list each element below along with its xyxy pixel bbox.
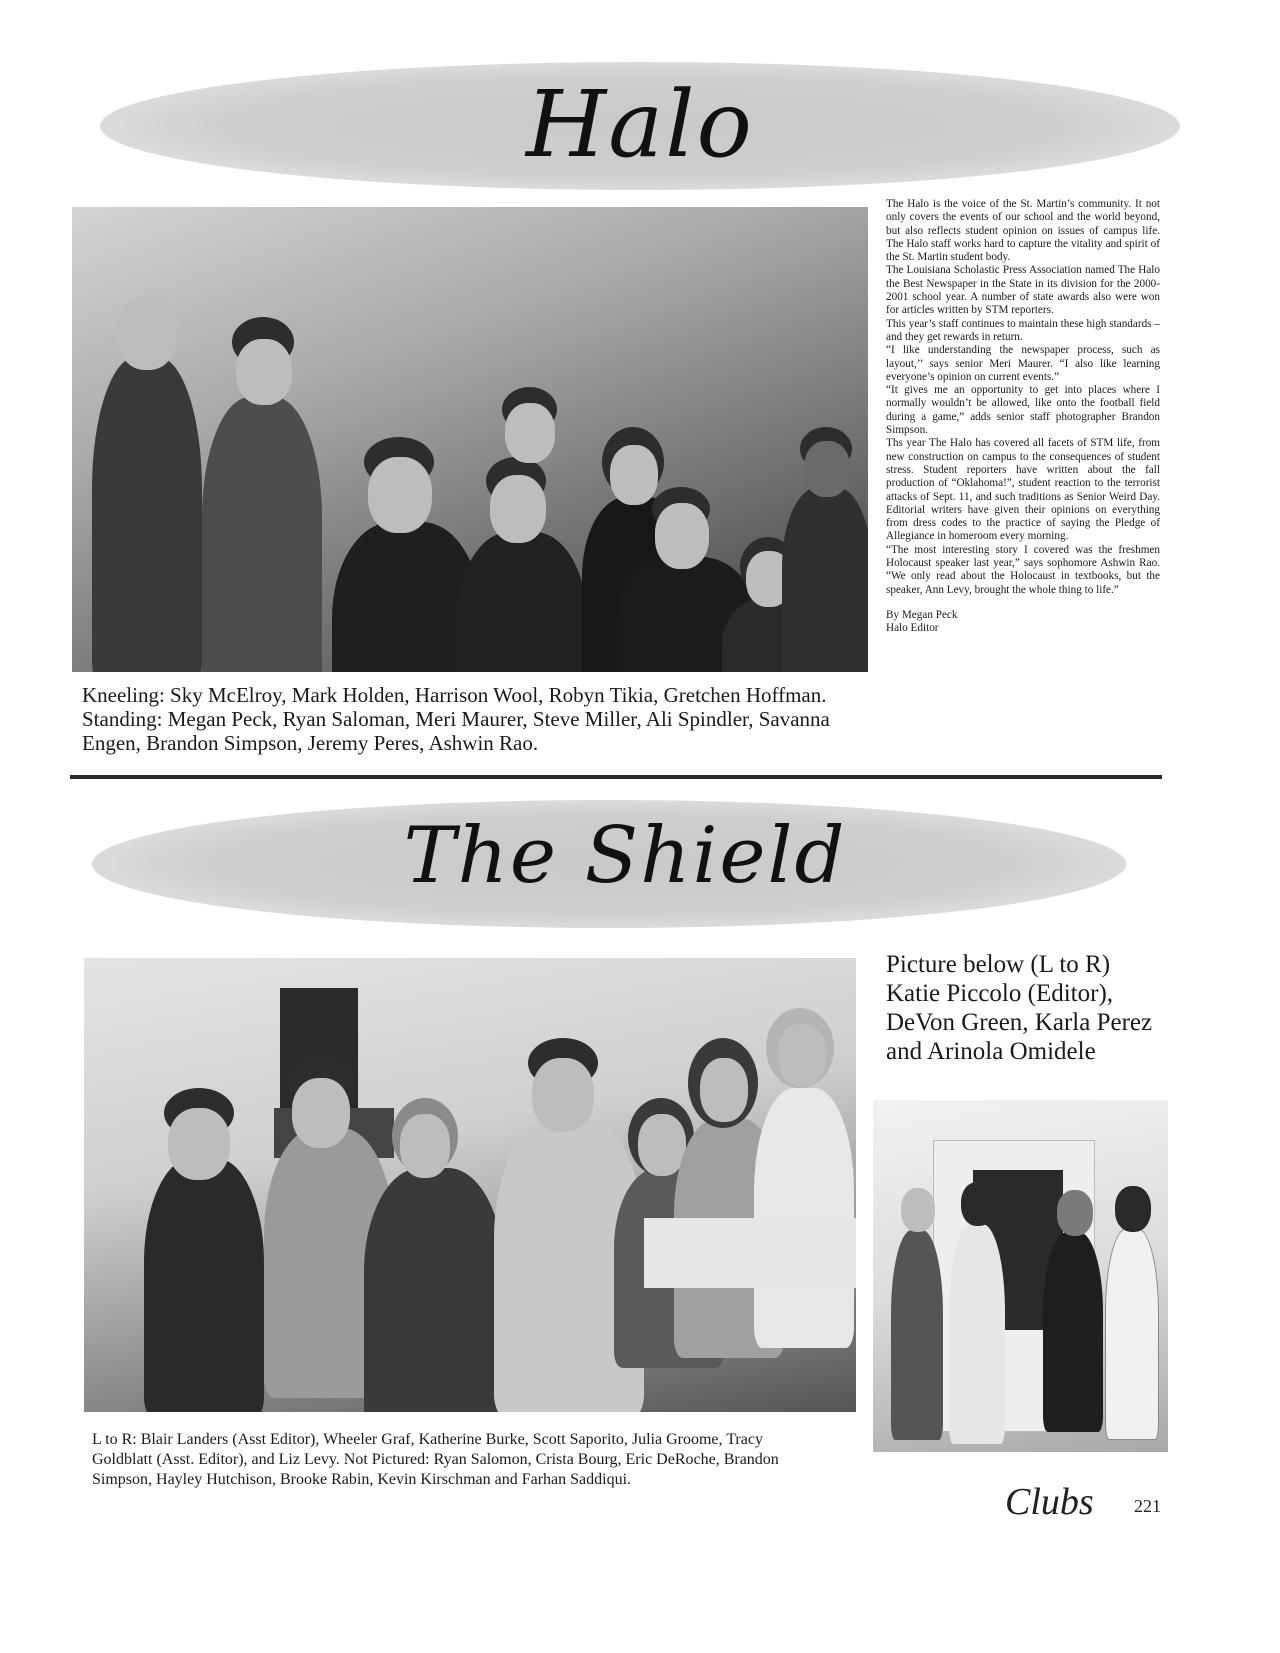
section-name: Clubs (1005, 1481, 1094, 1523)
shield-editors-photo (873, 1100, 1168, 1452)
caption-line: Goldblatt (Asst. Editor), and Liz Levy. Not Pictured: Ryan Salomon, Crista Bourg, Eric DeRoche, Brandon (92, 1451, 779, 1468)
shield-side-caption (886, 950, 1166, 1066)
caption-line: Simpson, Hayley Hutchison, Brooke Rabin, Kevin Kirschman and Farhan Saddiqui. (92, 1471, 632, 1488)
byline: By Megan Peck (886, 608, 958, 621)
table (644, 1218, 856, 1288)
halo-photo-caption (82, 683, 862, 755)
page-number: 221 (1134, 1496, 1161, 1516)
article-paragraph: Ths year The Halo has covered all facets of STM life, from new construction on campus to the consequences of student stress. Student reporters have written about the fall production of “Oklahoma!”, student reaction to the terrorist attacks of Sept. 11, and such traditions as Senior Weird Day. Editorial writers have given their opinions on everything from dress codes to the practice of saying the Pledge of Allegiance in homeroom every morning. (886, 437, 1160, 543)
halo-staff-photo (72, 207, 868, 672)
halo-article (886, 198, 1160, 636)
article-paragraph: “It gives me an opportunity to get into places where I normally wouldn’t be allowed, like onto the football field during a game,” adds senior staff photographer Brandon Simpson. (886, 384, 1160, 437)
article-paragraph: This year’s staff continues to maintain these high standards – and they get rewards in return. (886, 317, 1160, 343)
caption-line: Standing: Megan Peck, Ryan Saloman, Meri Maurer, Steve Miller, Ali Spindler, Savanna (82, 707, 830, 731)
article-paragraph: “The most interesting story I covered was the freshmen Holocaust speaker last year,” says sophomore Ashwin Rao. “We only read about the Holocaust in textbooks, but the speaker, Ann Levy, brought the whole thing to life.” (886, 543, 1160, 596)
caption-line: DeVon Green, Karla Perez (886, 1009, 1153, 1036)
article-paragraph: “I like understanding the newspaper process, such as layout,’’ says senior Meri Maurer. “I also like learning everyone’s opinion on current events.” (886, 344, 1160, 383)
byline-role: Halo Editor (886, 622, 939, 635)
caption-line: Engen, Brandon Simpson, Jeremy Peres, Ashwin Rao. (82, 731, 539, 755)
section-divider (70, 775, 1162, 779)
shield-title: The Shield (403, 811, 847, 901)
article-paragraph: The Louisiana Scholastic Press Association named The Halo the Best Newspaper in the State in its division for the 2000-2001 school year. A number of state awards also were won for articles written by STM reporters. (886, 264, 1160, 317)
shield-photo-caption (92, 1430, 852, 1490)
caption-line: Kneeling: Sky McElroy, Mark Holden, Harrison Wool, Robyn Tikia, Gretchen Hoffman. (82, 683, 827, 707)
caption-line: L to R: Blair Landers (Asst Editor), Wheeler Graf, Katherine Burke, Scott Saporito, Julia Groome, Tracy (92, 1431, 763, 1448)
caption-line: and Arinola Omidele (886, 1038, 1096, 1065)
caption-line: Katie Piccolo (Editor), (886, 980, 1114, 1007)
article-paragraph: The Halo is the voice of the St. Martin’s community. It not only covers the events of our school and the world beyond, but also reflects student opinion on issues of campus life. The Halo staff works hard to capture the vitality and spirit of the St. Martin student body. (886, 198, 1160, 264)
caption-line: Picture below (L to R) (886, 951, 1111, 978)
halo-title: Halo (526, 71, 754, 178)
shield-staff-photo (84, 958, 856, 1412)
